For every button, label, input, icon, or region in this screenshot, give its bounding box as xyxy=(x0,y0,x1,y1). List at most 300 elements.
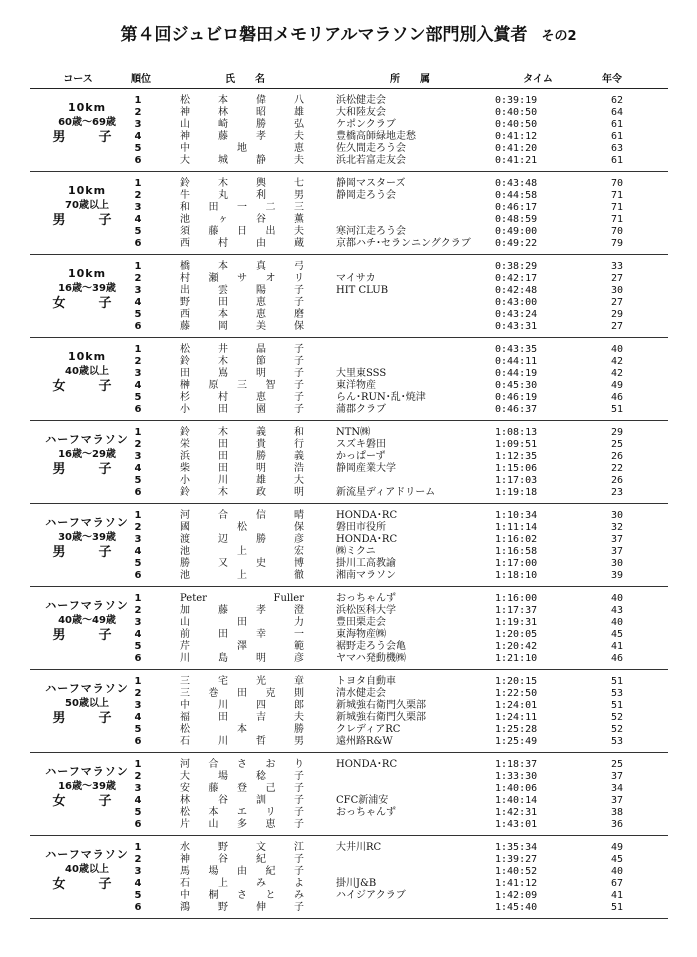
cell-name: 池上宏 xyxy=(180,546,304,557)
cell-name: 鈴木輿七 xyxy=(180,178,304,189)
cell-club: 豊橋高師緑地走愁 xyxy=(336,131,416,142)
course-line: 10km xyxy=(67,350,107,363)
category-block xyxy=(0,756,697,839)
cell-age: 51 xyxy=(610,902,624,913)
cell-club: おっちゃんず xyxy=(336,807,396,818)
table-row xyxy=(0,617,697,629)
cell-rank: 3 xyxy=(134,285,142,296)
cell-time: 0:42:17 xyxy=(495,273,538,284)
cell-age: 37 xyxy=(610,771,624,782)
table-row xyxy=(0,546,697,558)
cell-age: 30 xyxy=(610,285,624,296)
cell-name: 鈴木政明 xyxy=(180,487,304,498)
cell-time: 1:15:06 xyxy=(495,463,538,474)
cell-rank: 1 xyxy=(134,510,142,521)
cell-time: 1:16:58 xyxy=(495,546,538,557)
cell-name: 西村由蔵 xyxy=(180,238,304,249)
table-row xyxy=(0,783,697,795)
cell-rank: 4 xyxy=(134,795,142,806)
cell-age: 26 xyxy=(610,451,624,462)
cell-age: 41 xyxy=(610,641,624,652)
cell-club: 静岡マスターズ xyxy=(336,178,406,189)
header-age: 年令 xyxy=(602,74,622,85)
cell-rank: 1 xyxy=(134,178,142,189)
category-divider xyxy=(30,586,668,587)
course-line: ハーフマラソン xyxy=(45,765,129,778)
cell-time: 1:35:34 xyxy=(495,842,538,853)
cell-club: 新城強右衛門久栗部 xyxy=(336,712,426,723)
course-line: ハーフマラソン xyxy=(45,516,129,529)
cell-club: 掛川J&B xyxy=(336,878,377,889)
cell-time: 0:38:29 xyxy=(495,261,538,272)
cell-club: おっちゃんず xyxy=(336,593,396,604)
cell-club: 大里東SSS xyxy=(336,368,387,379)
cell-name: 池上徹 xyxy=(180,570,304,581)
cell-age: 30 xyxy=(610,558,624,569)
cell-name: 中川四郎 xyxy=(180,700,304,711)
cell-time: 1:45:40 xyxy=(495,902,538,913)
course-line: 女 子 xyxy=(52,379,122,394)
cell-time: 0:46:19 xyxy=(495,392,538,403)
table-row xyxy=(0,605,697,617)
cell-club: トヨタ自動車 xyxy=(336,676,396,687)
cell-time: 0:48:59 xyxy=(495,214,538,225)
category-divider xyxy=(30,835,668,836)
course-line: 10km xyxy=(67,267,107,280)
table-row xyxy=(0,641,697,653)
table-row xyxy=(0,95,697,107)
cell-time: 1:17:37 xyxy=(495,605,538,616)
cell-rank: 2 xyxy=(134,439,142,450)
cell-name: 河合信晴 xyxy=(180,510,304,521)
cell-name: 山田力 xyxy=(180,617,304,628)
course-line: 30歳～39歳 xyxy=(58,532,116,543)
column-header xyxy=(0,70,697,84)
cell-age: 61 xyxy=(610,131,624,142)
cell-age: 46 xyxy=(610,392,624,403)
cell-rank: 1 xyxy=(134,344,142,355)
course-line: 10km xyxy=(67,101,107,114)
cell-name: 河合さおり xyxy=(180,759,304,770)
header-time: タイム xyxy=(523,74,553,85)
cell-age: 79 xyxy=(610,238,624,249)
cell-age: 45 xyxy=(610,854,624,865)
table-row xyxy=(0,356,697,368)
cell-age: 70 xyxy=(610,178,624,189)
table-row xyxy=(0,890,697,902)
cell-age: 40 xyxy=(610,617,624,628)
cell-time: 0:49:22 xyxy=(495,238,538,249)
cell-time: 0:43:31 xyxy=(495,321,538,332)
course-line: 男 子 xyxy=(52,545,122,560)
table-row xyxy=(0,759,697,771)
cell-time: 0:42:48 xyxy=(495,285,538,296)
cell-rank: 2 xyxy=(134,771,142,782)
cell-age: 34 xyxy=(610,783,624,794)
cell-club: 佐久間走ろう会 xyxy=(336,143,406,154)
course-line: 60歳～69歳 xyxy=(58,117,116,128)
table-row xyxy=(0,226,697,238)
cell-club: クレディアRC xyxy=(336,724,401,735)
table-row xyxy=(0,107,697,119)
cell-club: NTN㈱ xyxy=(336,427,371,438)
cell-rank: 1 xyxy=(134,261,142,272)
category-block xyxy=(0,175,697,258)
cell-name: 小田園子 xyxy=(180,404,304,415)
cell-age: 62 xyxy=(610,95,624,106)
cell-age: 32 xyxy=(610,522,624,533)
cell-time: 1:25:49 xyxy=(495,736,538,747)
table-row xyxy=(0,878,697,890)
cell-age: 26 xyxy=(610,475,624,486)
cell-time: 1:17:00 xyxy=(495,558,538,569)
cell-time: 1:40:14 xyxy=(495,795,538,806)
cell-rank: 6 xyxy=(134,819,142,830)
header-course: コース xyxy=(63,74,93,85)
cell-club: スズキ磐田 xyxy=(336,439,386,450)
cell-time: 1:20:05 xyxy=(495,629,538,640)
cell-rank: 4 xyxy=(134,297,142,308)
cell-rank: 5 xyxy=(134,807,142,818)
cell-club: 掛川工高教諭 xyxy=(336,558,396,569)
cell-club: 東洋物産 xyxy=(336,380,376,391)
cell-age: 40 xyxy=(610,593,624,604)
cell-name: 神林昭雄 xyxy=(180,107,304,118)
cell-name: 大場稔子 xyxy=(180,771,304,782)
cell-name: 勝又史博 xyxy=(180,558,304,569)
category-block xyxy=(0,92,697,175)
cell-rank: 5 xyxy=(134,309,142,320)
table-row xyxy=(0,854,697,866)
category-divider xyxy=(30,337,668,338)
cell-age: 53 xyxy=(610,736,624,747)
cell-time: 0:45:30 xyxy=(495,380,538,391)
cell-age: 37 xyxy=(610,795,624,806)
table-row xyxy=(0,819,697,831)
course-line: 16歳～29歳 xyxy=(58,449,116,460)
cell-rank: 4 xyxy=(134,712,142,723)
cell-name: 松井晶子 xyxy=(180,344,304,355)
cell-time: 1:19:18 xyxy=(495,487,538,498)
table-row xyxy=(0,475,697,487)
cell-rank: 2 xyxy=(134,688,142,699)
cell-rank: 4 xyxy=(134,380,142,391)
category-divider xyxy=(30,918,668,919)
table-row xyxy=(0,570,697,582)
cell-age: 63 xyxy=(610,143,624,154)
cell-club: 静岡走ろう会 xyxy=(336,190,396,201)
cell-name: 野田恵子 xyxy=(180,297,304,308)
cell-name: 松本勝 xyxy=(180,724,304,735)
cell-club: HIT CLUB xyxy=(336,285,389,296)
cell-rank: 5 xyxy=(134,641,142,652)
cell-age: 38 xyxy=(610,807,624,818)
cell-name: 三巻田克則 xyxy=(180,688,304,699)
header-club: 所 属 xyxy=(390,74,430,85)
cell-time: 1:41:12 xyxy=(495,878,538,889)
course-line: 男 子 xyxy=(52,130,122,145)
cell-name: 神谷紀子 xyxy=(180,854,304,865)
cell-rank: 6 xyxy=(134,736,142,747)
cell-age: 30 xyxy=(610,510,624,521)
table-row xyxy=(0,653,697,665)
table-row xyxy=(0,688,697,700)
cell-name: 栄田貴行 xyxy=(180,439,304,450)
cell-time: 1:42:31 xyxy=(495,807,538,818)
cell-time: 1:12:35 xyxy=(495,451,538,462)
cell-age: 71 xyxy=(610,190,624,201)
cell-club: 大和陸友会 xyxy=(336,107,386,118)
cell-time: 1:25:28 xyxy=(495,724,538,735)
cell-club: CFC新浦安 xyxy=(336,795,389,806)
table-row xyxy=(0,902,697,914)
cell-name: 前田幸一 xyxy=(180,629,304,640)
cell-rank: 2 xyxy=(134,522,142,533)
table-row xyxy=(0,700,697,712)
cell-rank: 6 xyxy=(134,487,142,498)
cell-club: 遠州路R&W xyxy=(336,736,393,747)
cell-name: 川島明彦 xyxy=(180,653,304,664)
course-line: 女 子 xyxy=(52,877,122,892)
course-line: 40歳～49歳 xyxy=(58,615,116,626)
cell-club: ケポンクラブ xyxy=(336,119,396,130)
cell-rank: 5 xyxy=(134,226,142,237)
cell-rank: 6 xyxy=(134,155,142,166)
table-row xyxy=(0,131,697,143)
course-line: 男 子 xyxy=(52,628,122,643)
cell-rank: 3 xyxy=(134,202,142,213)
cell-time: 0:39:19 xyxy=(495,95,538,106)
table-row xyxy=(0,724,697,736)
category-divider xyxy=(30,420,668,421)
cell-time: 1:19:31 xyxy=(495,617,538,628)
cell-club: マイサカ xyxy=(336,273,376,284)
cell-club: かっぱーず xyxy=(336,451,386,462)
cell-rank: 6 xyxy=(134,653,142,664)
cell-name: 芹澤範 xyxy=(180,641,304,652)
cell-age: 42 xyxy=(610,356,624,367)
table-row xyxy=(0,285,697,297)
cell-club: 豊田栗走会 xyxy=(336,617,386,628)
table-row xyxy=(0,558,697,570)
cell-rank: 2 xyxy=(134,605,142,616)
cell-age: 45 xyxy=(610,629,624,640)
cell-name: 池ヶ谷薫 xyxy=(180,214,304,225)
cell-name: 田嶌明子 xyxy=(180,368,304,379)
cell-name: 渡辺勝彦 xyxy=(180,534,304,545)
course-line: ハーフマラソン xyxy=(45,599,129,612)
cell-age: 51 xyxy=(610,404,624,415)
cell-time: 0:41:20 xyxy=(495,143,538,154)
table-row xyxy=(0,842,697,854)
course-line: 50歳以上 xyxy=(65,698,109,709)
cell-time: 1:20:42 xyxy=(495,641,538,652)
cell-rank: 4 xyxy=(134,629,142,640)
cell-time: 0:43:24 xyxy=(495,309,538,320)
table-row xyxy=(0,155,697,167)
category-block xyxy=(0,258,697,341)
title-subtitle: その2 xyxy=(541,29,577,44)
table-row xyxy=(0,712,697,724)
cell-name: 國松保 xyxy=(180,522,304,533)
cell-club: 浜松医科大学 xyxy=(336,605,396,616)
cell-age: 61 xyxy=(610,155,624,166)
cell-age: 39 xyxy=(610,570,624,581)
cell-name: 榊原三智子 xyxy=(180,380,304,391)
cell-name: 和田一二三 xyxy=(180,202,304,213)
cell-time: 1:08:13 xyxy=(495,427,538,438)
cell-age: 40 xyxy=(610,344,624,355)
cell-name: 鴻野伸子 xyxy=(180,902,304,913)
course-line: 40歳以上 xyxy=(65,864,109,875)
cell-name: 小川雄大 xyxy=(180,475,304,486)
cell-rank: 6 xyxy=(134,404,142,415)
category-block xyxy=(0,673,697,756)
cell-name: 鈴木節子 xyxy=(180,356,304,367)
cell-age: 43 xyxy=(610,605,624,616)
cell-name: 松本エリ子 xyxy=(180,807,304,818)
cell-rank: 2 xyxy=(134,107,142,118)
cell-rank: 4 xyxy=(134,546,142,557)
table-row xyxy=(0,261,697,273)
cell-time: 1:40:06 xyxy=(495,783,538,794)
cell-age: 29 xyxy=(610,309,624,320)
cell-age: 51 xyxy=(610,676,624,687)
cell-age: 49 xyxy=(610,380,624,391)
cell-name: 中桐さとみ xyxy=(180,890,304,901)
cell-rank: 3 xyxy=(134,368,142,379)
table-row xyxy=(0,238,697,250)
cell-time: 0:46:37 xyxy=(495,404,538,415)
cell-age: 25 xyxy=(610,439,624,450)
cell-club: 寒河江走ろう会 xyxy=(336,226,406,237)
cell-age: 61 xyxy=(610,119,624,130)
cell-age: 27 xyxy=(610,321,624,332)
course-line: 10km xyxy=(67,184,107,197)
cell-time: 1:43:01 xyxy=(495,819,538,830)
cell-rank: 4 xyxy=(134,878,142,889)
cell-time: 1:11:14 xyxy=(495,522,538,533)
table-row xyxy=(0,427,697,439)
cell-name: 松本偉八 xyxy=(180,95,304,106)
cell-time: 1:16:00 xyxy=(495,593,538,604)
cell-club: ヤマハ発動機㈱ xyxy=(336,653,406,664)
cell-age: 64 xyxy=(610,107,624,118)
cell-time: 0:41:21 xyxy=(495,155,538,166)
cell-time: 1:24:11 xyxy=(495,712,538,723)
cell-time: 1:18:10 xyxy=(495,570,538,581)
cell-rank: 1 xyxy=(134,842,142,853)
cell-name: 鈴木義和 xyxy=(180,427,304,438)
category-block xyxy=(0,341,697,424)
cell-age: 22 xyxy=(610,463,624,474)
category-divider xyxy=(30,752,668,753)
cell-age: 25 xyxy=(610,759,624,770)
cell-age: 71 xyxy=(610,202,624,213)
cell-club: 大井川RC xyxy=(336,842,382,853)
cell-club: 静岡産業大学 xyxy=(336,463,396,474)
table-row xyxy=(0,451,697,463)
cell-age: 52 xyxy=(610,712,624,723)
cell-rank: 2 xyxy=(134,190,142,201)
cell-name: 橋本真弓 xyxy=(180,261,304,272)
course-line: 16歳～39歳 xyxy=(58,283,116,294)
cell-rank: 5 xyxy=(134,475,142,486)
cell-name: 中地恵 xyxy=(180,143,304,154)
cell-name: 出雲陽子 xyxy=(180,285,304,296)
cell-rank: 3 xyxy=(134,866,142,877)
course-line: 女 子 xyxy=(52,296,122,311)
cell-club: HONDA･RC xyxy=(336,759,398,770)
course-line: ハーフマラソン xyxy=(45,682,129,695)
cell-time: 1:16:02 xyxy=(495,534,538,545)
cell-rank: 5 xyxy=(134,392,142,403)
table-row xyxy=(0,344,697,356)
cell-rank: 1 xyxy=(134,95,142,106)
cell-name: 三宅光章 xyxy=(180,676,304,687)
cell-rank: 3 xyxy=(134,534,142,545)
cell-time: 1:20:15 xyxy=(495,676,538,687)
cell-age: 70 xyxy=(610,226,624,237)
cell-club: 裾野走ろう会亀 xyxy=(336,641,406,652)
category-divider xyxy=(30,171,668,172)
table-row xyxy=(0,593,697,605)
cell-rank: 3 xyxy=(134,700,142,711)
course-line: ハーフマラソン xyxy=(45,848,129,861)
cell-age: 41 xyxy=(610,890,624,901)
cell-club: ㈱ミクニ xyxy=(336,546,376,557)
cell-name: 大城静夫 xyxy=(180,155,304,166)
cell-rank: 4 xyxy=(134,463,142,474)
table-row xyxy=(0,534,697,546)
cell-time: 1:18:37 xyxy=(495,759,538,770)
cell-name: 西本恵磨 xyxy=(180,309,304,320)
cell-club: 新城強右衛門久栗部 xyxy=(336,700,426,711)
course-line: 70歳以上 xyxy=(65,200,109,211)
category-divider xyxy=(30,254,668,255)
course-line: 男 子 xyxy=(52,462,122,477)
table-row xyxy=(0,368,697,380)
cell-time: 1:39:27 xyxy=(495,854,538,865)
table-row xyxy=(0,807,697,819)
category-block xyxy=(0,590,697,673)
cell-name: 水野文江 xyxy=(180,842,304,853)
cell-age: 40 xyxy=(610,866,624,877)
cell-name: 山崎勝弘 xyxy=(180,119,304,130)
cell-time: 1:40:52 xyxy=(495,866,538,877)
cell-time: 1:24:01 xyxy=(495,700,538,711)
cell-club: HONDA･RC xyxy=(336,510,398,521)
table-row xyxy=(0,119,697,131)
course-line: 16歳～39歳 xyxy=(58,781,116,792)
table-row xyxy=(0,380,697,392)
page-title xyxy=(0,20,697,45)
cell-rank: 4 xyxy=(134,131,142,142)
table-row xyxy=(0,404,697,416)
course-line: 女 子 xyxy=(52,794,122,809)
header-rule xyxy=(30,88,668,89)
cell-name: 石上みよ xyxy=(180,878,304,889)
cell-rank: 3 xyxy=(134,617,142,628)
cell-age: 37 xyxy=(610,546,624,557)
cell-time: 1:21:10 xyxy=(495,653,538,664)
course-line: 40歳以上 xyxy=(65,366,109,377)
cell-rank: 5 xyxy=(134,143,142,154)
cell-rank: 5 xyxy=(134,558,142,569)
course-line: 男 子 xyxy=(52,213,122,228)
cell-club: 湘南マラソン xyxy=(336,570,396,581)
cell-rank: 5 xyxy=(134,724,142,735)
